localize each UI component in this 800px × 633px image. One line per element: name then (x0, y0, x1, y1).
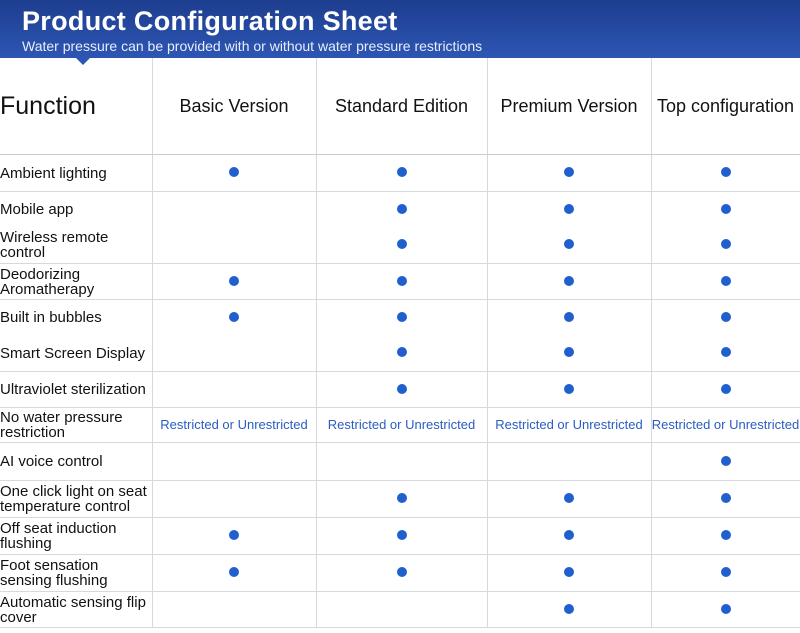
cell-standard (316, 518, 487, 555)
table-row (0, 518, 800, 555)
column-header-top: Top configuration (651, 58, 800, 155)
cell-basic (152, 592, 316, 628)
included-dot-icon (564, 384, 574, 394)
cell-standard (316, 372, 487, 408)
included-dot-icon (564, 312, 574, 322)
pressure-option-note: Restricted or Unrestricted (160, 417, 308, 432)
included-dot-icon (721, 530, 731, 540)
cell-top (651, 300, 800, 336)
table-row (0, 228, 800, 264)
table-header-row (0, 58, 800, 155)
included-dot-icon (397, 204, 407, 214)
column-header-premium: Premium Version (487, 58, 651, 155)
column-header-basic: Basic Version (152, 58, 316, 155)
header-banner (0, 0, 800, 58)
cell-standard (316, 300, 487, 336)
included-dot-icon (721, 167, 731, 177)
included-dot-icon (564, 204, 574, 214)
table-body (0, 155, 800, 628)
cell-premium (487, 518, 651, 555)
table-row (0, 408, 800, 443)
table-row (0, 592, 800, 628)
included-dot-icon (397, 347, 407, 357)
included-dot-icon (721, 456, 731, 466)
page-title: Product Configuration Sheet (22, 6, 398, 36)
cell-premium (487, 443, 651, 481)
included-dot-icon (721, 384, 731, 394)
cell-top (651, 481, 800, 518)
included-dot-icon (229, 312, 239, 322)
included-dot-icon (397, 239, 407, 249)
cell-premium (487, 300, 651, 336)
cell-basic (152, 336, 316, 372)
function-column-header: Function (0, 58, 152, 155)
included-dot-icon (397, 567, 407, 577)
included-dot-icon (564, 530, 574, 540)
included-dot-icon (721, 204, 731, 214)
table-row (0, 372, 800, 408)
cell-standard (316, 555, 487, 592)
table-row (0, 336, 800, 372)
included-dot-icon (721, 276, 731, 286)
cell-premium (487, 336, 651, 372)
function-name: Smart Screen Display (0, 336, 152, 372)
cell-basic (152, 300, 316, 336)
column-header-standard: Standard Edition (316, 58, 487, 155)
cell-premium (487, 264, 651, 300)
table-row (0, 155, 800, 192)
cell-premium (487, 228, 651, 264)
cell-premium (487, 592, 651, 628)
included-dot-icon (721, 239, 731, 249)
cell-premium (487, 408, 651, 443)
cell-basic (152, 408, 316, 443)
cell-basic (152, 481, 316, 518)
cell-premium (487, 192, 651, 228)
cell-standard (316, 264, 487, 300)
included-dot-icon (397, 167, 407, 177)
included-dot-icon (564, 604, 574, 614)
table-row (0, 300, 800, 336)
included-dot-icon (721, 493, 731, 503)
included-dot-icon (721, 567, 731, 577)
included-dot-icon (229, 530, 239, 540)
cell-top (651, 592, 800, 628)
function-name: Wireless remote control (0, 228, 152, 264)
cell-standard (316, 481, 487, 518)
table-row (0, 443, 800, 481)
function-name: AI voice control (0, 443, 152, 481)
included-dot-icon (564, 276, 574, 286)
cell-standard (316, 336, 487, 372)
function-name: One click light on seat temperature control (0, 481, 152, 518)
cell-top (651, 372, 800, 408)
included-dot-icon (721, 604, 731, 614)
cell-standard (316, 408, 487, 443)
cell-standard (316, 228, 487, 264)
cell-basic (152, 555, 316, 592)
cell-basic (152, 264, 316, 300)
included-dot-icon (564, 347, 574, 357)
table-row (0, 555, 800, 592)
function-name: Foot sensation sensing flushing (0, 555, 152, 592)
cell-standard (316, 592, 487, 628)
function-name: Built in bubbles (0, 300, 152, 336)
cell-top (651, 155, 800, 192)
cell-standard (316, 192, 487, 228)
cell-premium (487, 481, 651, 518)
included-dot-icon (564, 239, 574, 249)
cell-basic (152, 155, 316, 192)
cell-premium (487, 155, 651, 192)
function-name: Ambient lighting (0, 155, 152, 192)
pressure-option-note: Restricted or Unrestricted (651, 417, 800, 432)
cell-standard (316, 155, 487, 192)
cell-basic (152, 443, 316, 481)
cell-top (651, 443, 800, 481)
included-dot-icon (721, 347, 731, 357)
included-dot-icon (721, 312, 731, 322)
cell-top (651, 555, 800, 592)
included-dot-icon (397, 530, 407, 540)
cell-basic (152, 518, 316, 555)
function-name: No water pressure restriction (0, 408, 152, 443)
table-row (0, 192, 800, 228)
included-dot-icon (564, 493, 574, 503)
pressure-option-note: Restricted or Unrestricted (327, 417, 476, 432)
table-row (0, 481, 800, 518)
included-dot-icon (397, 312, 407, 322)
function-name: Off seat induction flushing (0, 518, 152, 555)
included-dot-icon (397, 384, 407, 394)
function-name: Automatic sensing flip cover (0, 592, 152, 628)
cell-top (651, 518, 800, 555)
cell-top (651, 408, 800, 443)
included-dot-icon (564, 167, 574, 177)
cell-top (651, 192, 800, 228)
cell-standard (316, 443, 487, 481)
cell-basic (152, 372, 316, 408)
page-subtitle: Water pressure can be provided with or without water pressure restrictions (22, 38, 483, 54)
cell-premium (487, 555, 651, 592)
cell-basic (152, 192, 316, 228)
table-row (0, 264, 800, 300)
cell-top (651, 264, 800, 300)
pressure-option-note: Restricted or Unrestricted (495, 417, 643, 432)
configuration-table (0, 58, 800, 628)
function-name: Deodorizing Aromatherapy (0, 264, 152, 300)
included-dot-icon (397, 276, 407, 286)
function-name: Ultraviolet sterilization (0, 372, 152, 408)
cell-premium (487, 372, 651, 408)
included-dot-icon (229, 567, 239, 577)
cell-top (651, 336, 800, 372)
included-dot-icon (229, 167, 239, 177)
function-name: Mobile app (0, 192, 152, 228)
included-dot-icon (229, 276, 239, 286)
cell-basic (152, 228, 316, 264)
included-dot-icon (397, 493, 407, 503)
included-dot-icon (564, 567, 574, 577)
cell-top (651, 228, 800, 264)
